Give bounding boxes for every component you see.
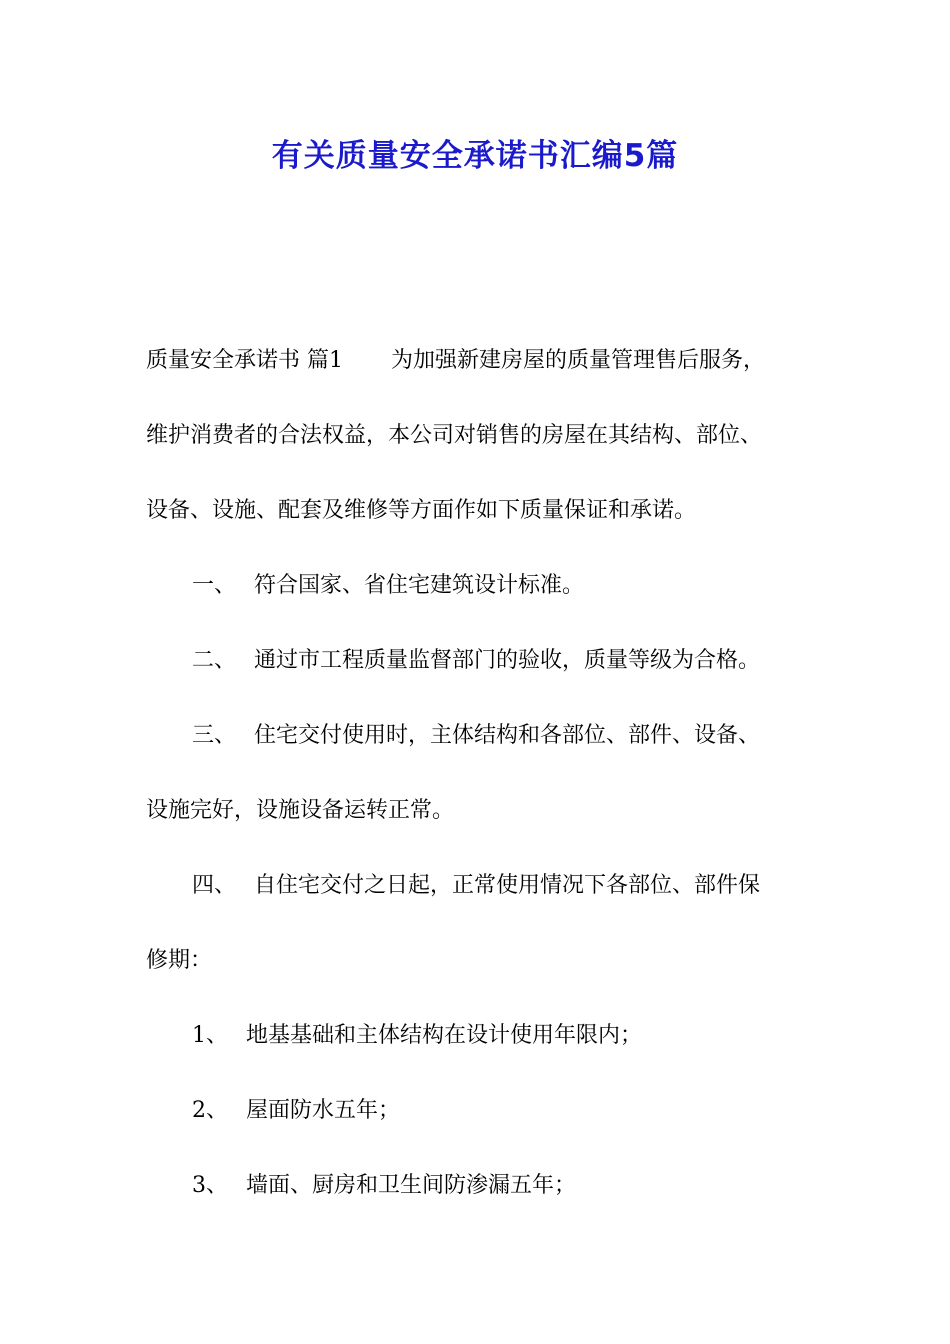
list-item-number: 二、 bbox=[192, 648, 237, 673]
section-heading: 质量安全承诺书 篇1 bbox=[146, 348, 343, 373]
sub-list-item-text: 地基基础和主体结构在设计使用年限内； bbox=[246, 1023, 643, 1048]
sub-list-item-number: 1、 bbox=[192, 1023, 228, 1048]
list-item-number: 一、 bbox=[192, 573, 237, 598]
list-item-text: 住宅交付使用时，主体结构和各部位、部件、设备、 bbox=[254, 723, 761, 748]
list-item-number: 三、 bbox=[192, 723, 237, 748]
list-item bbox=[192, 871, 760, 901]
sub-list-item-text: 屋面防水五年； bbox=[246, 1098, 401, 1123]
sub-list-item-text: 墙面、厨房和卫生间防渗漏五年； bbox=[246, 1173, 577, 1198]
sub-list-item-number: 3、 bbox=[192, 1173, 228, 1198]
list-item-text: 符合国家、省住宅建筑设计标准。 bbox=[254, 573, 585, 598]
list-item-text: 自住宅交付之日起，正常使用情况下各部位、部件保 bbox=[254, 873, 761, 898]
list-item-text: 通过市工程质量监督部门的验收，质量等级为合格。 bbox=[254, 648, 761, 673]
intro-text: 为加强新建房屋的质量管理售后服务， bbox=[391, 348, 766, 373]
list-item-number: 四、 bbox=[192, 873, 237, 898]
list-item bbox=[192, 571, 584, 601]
paragraph-line bbox=[146, 346, 765, 376]
sub-list-item bbox=[192, 1096, 400, 1126]
sub-list-item bbox=[192, 1021, 642, 1051]
document-title: 有关质量安全承诺书汇编5篇 bbox=[271, 138, 679, 174]
list-item bbox=[192, 721, 760, 751]
list-item bbox=[192, 646, 760, 676]
list-item-continuation: 设施完好，设施设备运转正常。 bbox=[146, 798, 455, 823]
paragraph-line: 设备、设施、配套及维修等方面作如下质量保证和承诺。 bbox=[146, 498, 697, 523]
sub-list-item-number: 2、 bbox=[192, 1098, 228, 1123]
sub-list-item bbox=[192, 1171, 576, 1201]
list-item-continuation: 修期： bbox=[146, 948, 213, 973]
paragraph-line: 维护消费者的合法权益，本公司对销售的房屋在其结构、部位、 bbox=[146, 423, 763, 448]
